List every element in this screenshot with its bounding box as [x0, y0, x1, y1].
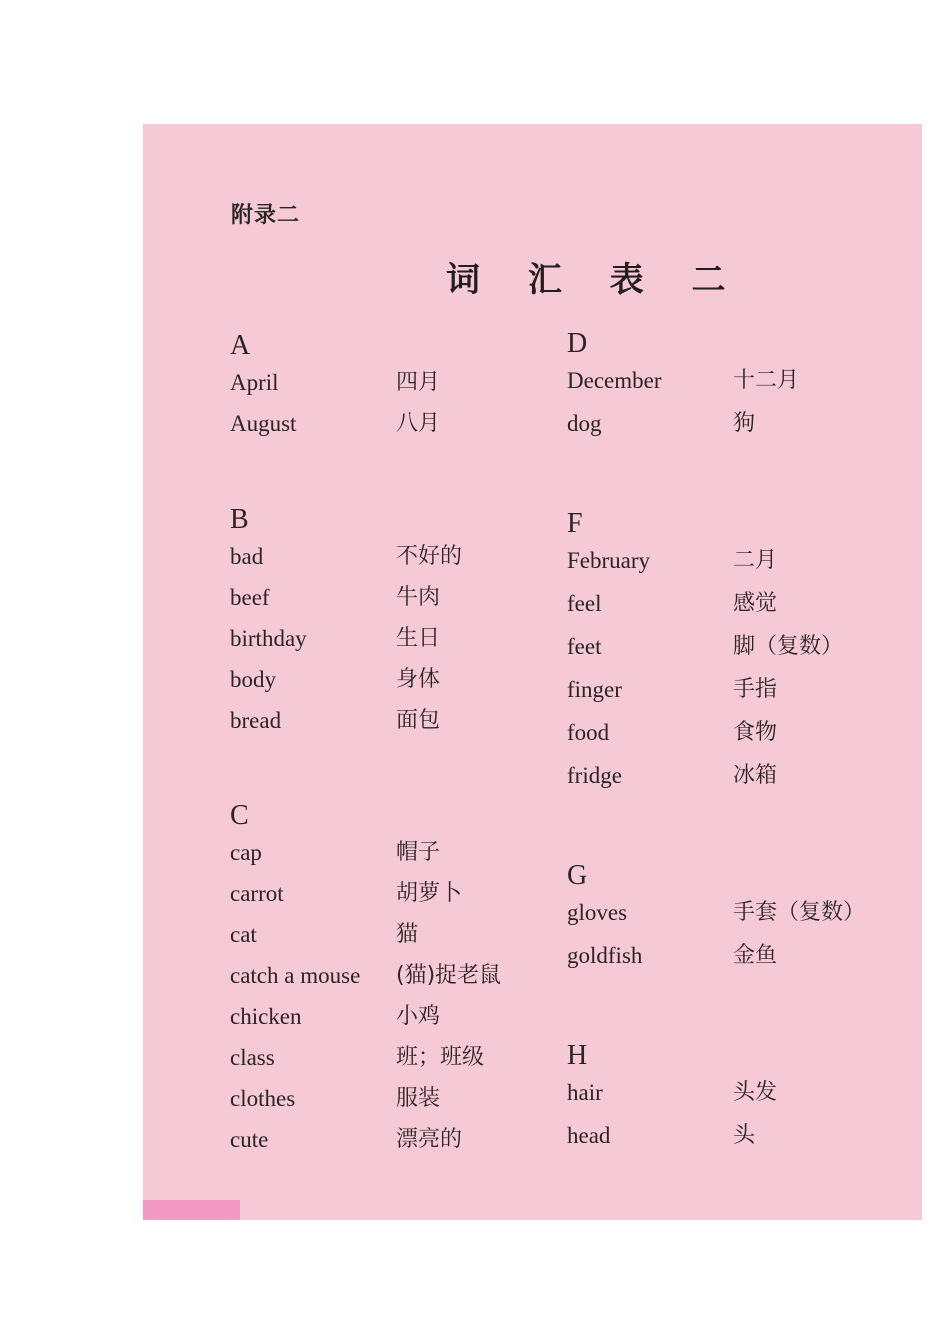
vocab-entry [567, 544, 897, 587]
chinese-meaning: 服装 [396, 1086, 441, 1111]
vocab-entry [567, 1076, 897, 1119]
chinese-meaning: 食物 [733, 720, 778, 745]
english-word: goldfish [567, 943, 643, 968]
section-letter: C [230, 800, 249, 831]
chinese-meaning: 头 [733, 1123, 756, 1148]
chinese-meaning: 不好的 [396, 544, 463, 569]
vocab-entry [567, 716, 897, 759]
chinese-meaning: 猫 [396, 922, 419, 947]
english-word: April [230, 370, 279, 395]
english-word: August [230, 411, 297, 436]
english-word: fridge [567, 763, 622, 788]
chinese-meaning: 班；班级 [396, 1045, 485, 1070]
english-word: beef [230, 585, 270, 610]
english-word: feet [567, 634, 602, 659]
vocab-entry [230, 622, 560, 663]
chinese-meaning: 手套（复数） [733, 900, 866, 925]
chinese-meaning: 面包 [396, 708, 441, 733]
vocab-entry [230, 877, 560, 918]
section-g [567, 856, 897, 982]
vocab-entry [567, 896, 897, 939]
chinese-meaning: 冰箱 [733, 763, 778, 788]
english-word: finger [567, 677, 622, 702]
vocab-entry [567, 587, 897, 630]
english-word: December [567, 368, 662, 393]
section-letter: H [567, 1040, 588, 1071]
english-word: bread [230, 708, 282, 733]
chinese-meaning: 狗 [733, 411, 756, 436]
english-word: chicken [230, 1004, 302, 1029]
english-word: catch a mouse [230, 963, 361, 988]
section-f [567, 504, 897, 802]
vocab-entry [567, 759, 897, 802]
page-corner-tab [143, 1200, 240, 1220]
chinese-meaning: 生日 [396, 626, 441, 651]
chinese-meaning: 四月 [396, 370, 441, 395]
chinese-meaning: 漂亮的 [396, 1127, 463, 1152]
english-word: gloves [567, 900, 628, 925]
english-word: cat [230, 922, 257, 947]
english-word: February [567, 548, 651, 573]
vocab-entry [230, 581, 560, 622]
section-letter: G [567, 860, 588, 891]
section-c [230, 796, 560, 1164]
vocab-entry [230, 407, 560, 448]
chinese-meaning: 小鸡 [396, 1004, 441, 1029]
english-word: class [230, 1045, 275, 1070]
vocab-entry [567, 673, 897, 716]
section-d [567, 324, 897, 450]
section-b [230, 500, 560, 745]
vocab-entry [230, 1041, 560, 1082]
chinese-meaning: 八月 [396, 411, 441, 436]
vocab-entry [230, 918, 560, 959]
english-word: hair [567, 1080, 603, 1105]
chinese-meaning: 感觉 [733, 591, 778, 616]
vocab-entry [230, 704, 560, 745]
english-word: head [567, 1123, 611, 1148]
section-a [230, 326, 560, 448]
chinese-meaning: 手指 [733, 677, 778, 702]
english-word: dog [567, 411, 602, 436]
vocab-entry [230, 1082, 560, 1123]
vocab-entry [230, 366, 560, 407]
section-h [567, 1036, 897, 1162]
section-letter: A [230, 330, 251, 361]
vocab-entry [567, 364, 897, 407]
section-letter: D [567, 328, 588, 359]
chinese-meaning: 金鱼 [733, 943, 778, 968]
english-word: carrot [230, 881, 284, 906]
chinese-meaning: 头发 [733, 1080, 778, 1105]
chinese-meaning: 牛肉 [396, 585, 441, 610]
english-word: clothes [230, 1086, 296, 1111]
vocab-entry [230, 836, 560, 877]
english-word: cap [230, 840, 262, 865]
chinese-meaning: 帽子 [396, 840, 441, 865]
vocab-entry [567, 1119, 897, 1162]
chinese-meaning: 身体 [396, 667, 441, 692]
vocab-entry [567, 407, 897, 450]
chinese-meaning: (猫)捉老鼠 [396, 963, 502, 988]
english-word: body [230, 667, 276, 692]
chinese-meaning: 十二月 [733, 368, 800, 393]
vocab-entry [230, 1123, 560, 1164]
english-word: feel [567, 591, 602, 616]
vocab-entry [230, 540, 560, 581]
vocab-entry [230, 959, 560, 1000]
page-title: 词 汇 表 二 [446, 260, 744, 300]
english-word: bad [230, 544, 264, 569]
english-word: birthday [230, 626, 307, 651]
english-word: cute [230, 1127, 269, 1152]
vocab-entry [567, 630, 897, 673]
vocab-entry [567, 939, 897, 982]
chinese-meaning: 胡萝卜 [396, 881, 463, 906]
chinese-meaning: 二月 [733, 548, 778, 573]
appendix-label: 附录二 [231, 203, 301, 228]
section-letter: B [230, 504, 249, 535]
vocab-entry [230, 663, 560, 704]
english-word: food [567, 720, 610, 745]
section-letter: F [567, 508, 583, 539]
chinese-meaning: 脚（复数） [733, 634, 844, 659]
vocab-entry [230, 1000, 560, 1041]
